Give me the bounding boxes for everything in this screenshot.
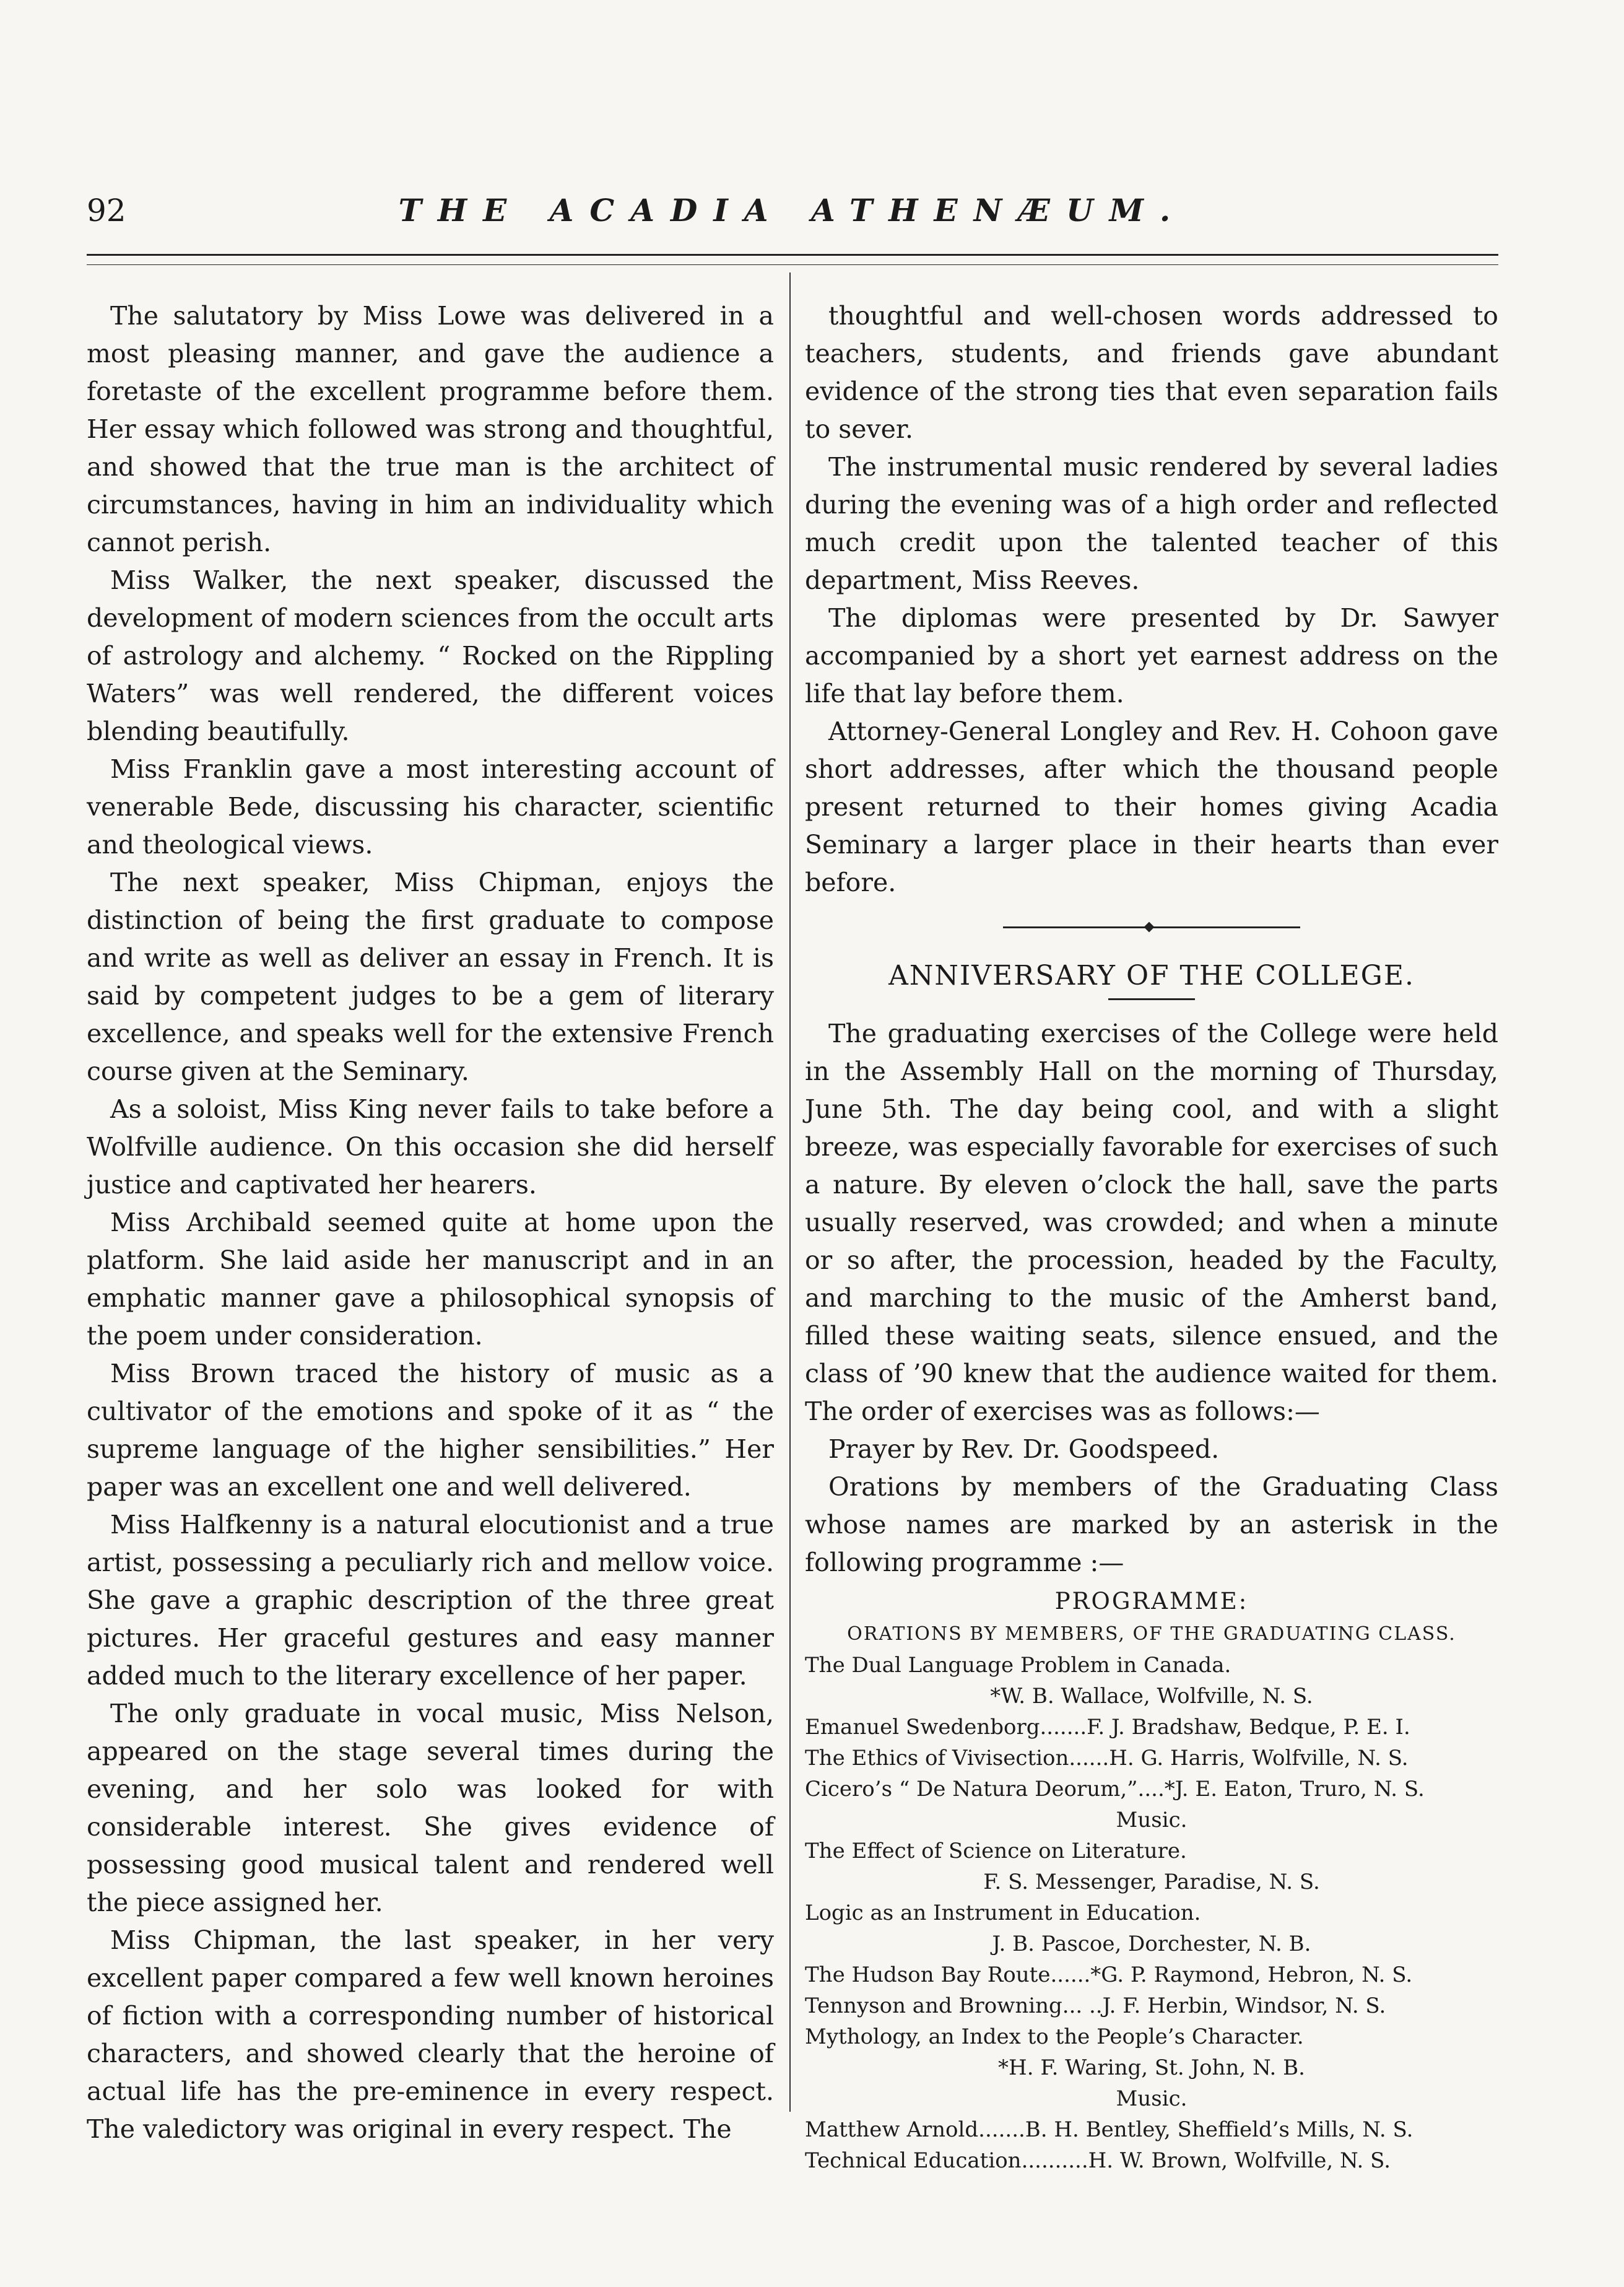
column-divider bbox=[789, 272, 791, 2112]
programme-line: Music. bbox=[1116, 1808, 1188, 1832]
paragraph: Attorney-General Longley and Rev. H. Cohoon gave short addresses, after which the thousand people present returned to their homes giving Acadia Seminary a larger place in their hearts than ever before. bbox=[805, 717, 1498, 897]
programme-line: Technical Education..........H. W. Brown, Wolfville, N. S. bbox=[805, 2148, 1391, 2173]
paragraph: As a soloist, Miss King never fails to take before a Wolfville audience. On this occasion she did herself justice and captivated her hearers. bbox=[87, 1094, 774, 1200]
programme-line: Tennyson and Browning... ..J. F. Herbin, Windsor, N. S. bbox=[805, 1993, 1386, 2018]
page bbox=[87, 186, 1498, 2173]
paragraph: Miss Chipman, the last speaker, in her very excellent paper compared a few well known heroines of fiction with a corresponding number of historical characters, and showed clearly that the heroine of actual life has the pre-eminence in every respect. The valedictory was original in every respect. The bbox=[87, 1925, 774, 2144]
paragraph: Orations by members of the Graduating Class whose names are marked by an asterisk in the following programme :— bbox=[805, 1472, 1498, 1577]
programme-line: *W. B. Wallace, Wolfville, N. S. bbox=[990, 1684, 1313, 1709]
programme-line: Cicero’s “ De Natura Deorum,”....*J. E. Eaton, Truro, N. S. bbox=[805, 1777, 1425, 1801]
programme-line: F. S. Messenger, Paradise, N. S. bbox=[983, 1870, 1320, 1894]
programme-line: Matthew Arnold.......B. H. Bentley, Sheffield’s Mills, N. S. bbox=[805, 2117, 1413, 2142]
heading-underline bbox=[1108, 998, 1195, 1000]
paragraph: Prayer by Rev. Dr. Goodspeed. bbox=[828, 1434, 1220, 1464]
programme-line: The Ethics of Vivisection......H. G. Harris, Wolfville, N. S. bbox=[805, 1746, 1409, 1771]
section-ornament-rule bbox=[1003, 926, 1300, 932]
programme-subheading: ORATIONS BY MEMBERS, OF THE GRADUATING CLASS. bbox=[847, 1623, 1456, 1645]
programme-line: Logic as an Instrument in Education. bbox=[805, 1901, 1201, 1925]
paragraph: The salutatory by Miss Lowe was delivered in a most pleasing manner, and gave the audience a foretaste of the excellent programme before them. Her essay which followed was strong and thoughtful, and showed that the true man is the architect of circumstances, having in him an individuality which cannot perish. bbox=[87, 301, 774, 557]
programme-line: Mythology, an Index to the People’s Character. bbox=[805, 2024, 1304, 2049]
section-heading: ANNIVERSARY OF THE COLLEGE. bbox=[888, 960, 1415, 991]
programme-line: The Effect of Science on Literature. bbox=[805, 1839, 1187, 1863]
paragraph: The only graduate in vocal music, Miss Nelson, appeared on the stage several times during the evening, and her solo was looked for with considerable interest. She gives evidence of possessing good musical talent and rendered well the piece assigned her. bbox=[87, 1699, 774, 1917]
right-column bbox=[805, 297, 1498, 2176]
left-column bbox=[87, 297, 774, 2148]
paragraph: Miss Halfkenny is a natural elocutionist and a true artist, possessing a peculiarly rich and mellow voice. She gave a graphic description of the three great pictures. Her graceful gestures and easy manner added much to the literary excellence of her paper. bbox=[87, 1510, 774, 1691]
programme-line: *H. F. Waring, St. John, N. B. bbox=[998, 2055, 1305, 2080]
programme-line: The Hudson Bay Route......*G. P. Raymond, Hebron, N. S. bbox=[805, 1962, 1413, 1987]
programme-line: Music. bbox=[1116, 2086, 1188, 2111]
programme-line: The Dual Language Problem in Canada. bbox=[805, 1653, 1231, 1678]
paragraph: Miss Archibald seemed quite at home upon the platform. She laid aside her manuscript and in an emphatic manner gave a philosophical synopsis of the poem under consideration. bbox=[87, 1208, 774, 1351]
journal-title: THE ACADIA ATHENÆUM. bbox=[398, 192, 1187, 229]
paragraph: The next speaker, Miss Chipman, enjoys the distinction of being the first graduate to compose and write as well as deliver an essay in French. It is said by competent judges to be a gem of literary excellence, and speaks well for the extensive French course given at the Seminary. bbox=[87, 868, 774, 1086]
programme-line: J. B. Pascoe, Dorchester, N. B. bbox=[992, 1932, 1311, 1956]
header-rule bbox=[87, 254, 1498, 265]
programme-list bbox=[805, 1650, 1498, 2176]
paragraph: The graduating exercises of the College were held in the Assembly Hall on the morning of Thursday, June 5th. The day being cool, and with a slight breeze, was especially favorable for exercises of such a nature. By eleven o’clock the hall, save the parts usually reserved, was crowded; and when a minute or so after, the procession, headed by the Faculty, and marching to the music of the Amherst band, filled these waiting seats, silence ensued, and the class of ’90 knew that the audience waited for them. The order of exercises was as follows:— bbox=[805, 1019, 1498, 1426]
paragraph: The instrumental music rendered by several ladies during the evening was of a high order and reflected much credit upon the talented teacher of this department, Miss Reeves. bbox=[805, 452, 1498, 595]
page-number: 92 bbox=[87, 193, 126, 229]
programme-line: Emanuel Swedenborg.......F. J. Bradshaw, Bedque, P. E. I. bbox=[805, 1715, 1410, 1740]
paragraph: thoughtful and well-chosen words addressed to teachers, students, and friends gave abundant evidence of the strong ties that even separation fails to sever. bbox=[805, 301, 1498, 444]
paragraph: Miss Franklin gave a most interesting account of venerable Bede, discussing his character, scientific and theological views. bbox=[87, 754, 774, 860]
paragraph: Miss Brown traced the history of music as a cultivator of the emotions and spoke of it as “ the supreme language of the higher sensibilities.” Her paper was an excellent one and well delivered. bbox=[87, 1359, 774, 1502]
paragraph: Miss Walker, the next speaker, discussed the development of modern sciences from the occult arts of astrology and alchemy. “ Rocked on the Rippling Waters” was well rendered, the different voices blending beautifully. bbox=[87, 565, 774, 746]
programme-heading: PROGRAMME: bbox=[1054, 1588, 1249, 1614]
paragraph: The diplomas were presented by Dr. Sawyer accompanied by a short yet earnest address on the life that lay before them. bbox=[805, 603, 1498, 708]
